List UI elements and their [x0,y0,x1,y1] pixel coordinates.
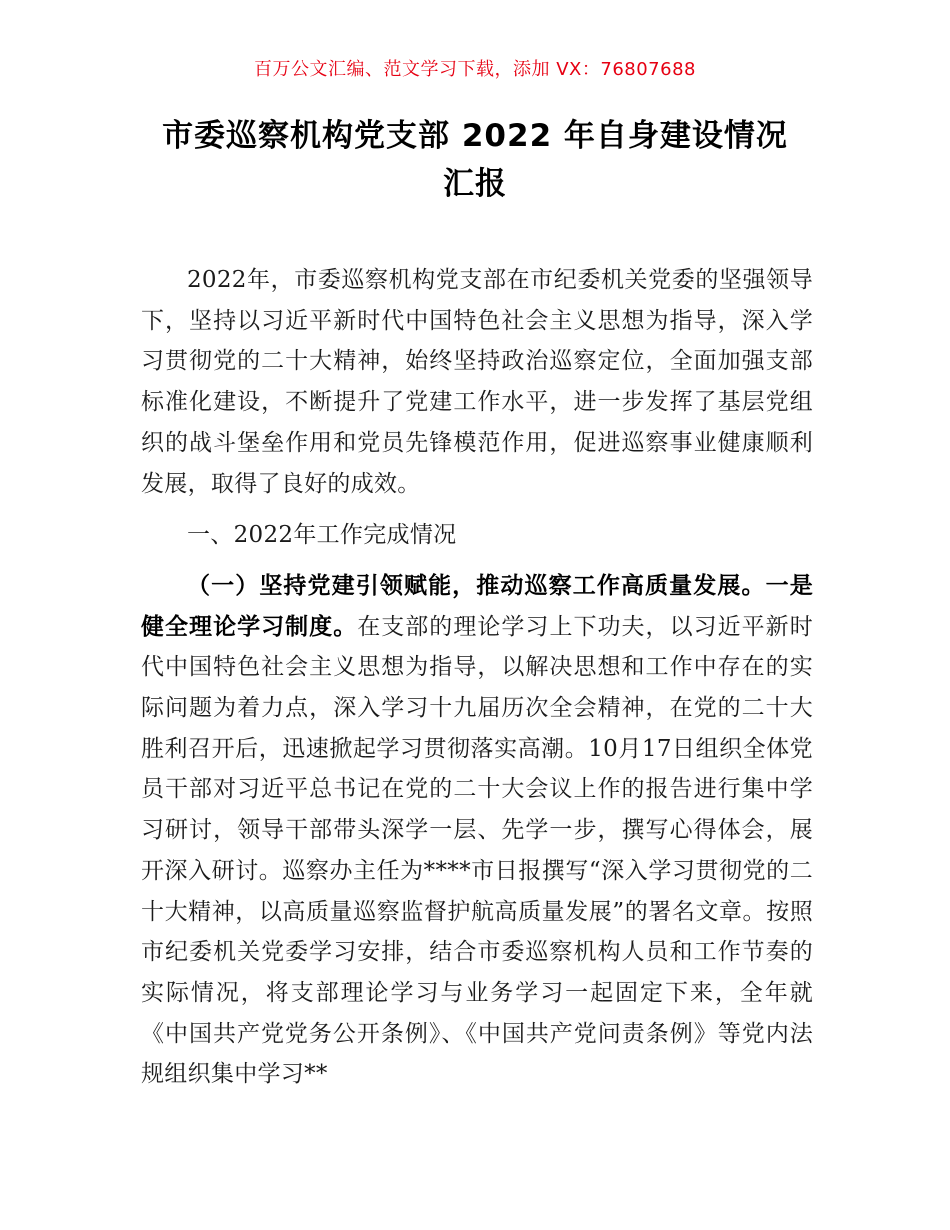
watermark-text: 百万公文汇编、范文学习下载，添加 VX：76807688 [254,59,696,80]
document-body [141,260,813,1106]
title-line-1: 市委巡察机构党支部 2022 年自身建设情况 [162,118,788,154]
document-title [100,112,850,208]
subsection-heading: （一）坚持党建引领赋能，推动巡察工作高质量发展。 [187,572,766,599]
section-heading: 一、2022年工作完成情况 [187,521,457,548]
point-label: 一是健全理论学习制度。 [141,572,814,640]
intro-paragraph: 2022年，市委巡察机构党支部在市纪委机关党委的坚强领导下，坚持以习近平新时代中国特色社会主义思想为指导，深入学习贯彻党的二十大精神，始终坚持政治巡察定位，全面加强支部标准化建设，不断提升了党建工作水平，进一步发挥了基层党组织的战斗堡垒作用和党员先锋模范作用，促进巡察事业健康顺利发展，取得了良好的成效。 [141,267,813,497]
title-line-2: 汇报 [443,166,507,202]
subsection-text: 在支部的理论学习上下功夫，以习近平新时代中国特色社会主义思想为指导，以解决思想和工作中存在的实际问题为着力点，深入学习十九届历次全会精神，在党的二十大胜利召开后，迅速掀起学习贯彻落实高潮。10月17日组织全体党员干部对习近平总书记在党的二十大会议上作的报告进行集中学习研讨，领导干部带头深学一层、先学一步，撰写心得体会，展开深入研讨。巡察办主任为****市日报撰写“深入学习贯彻党的二十大精神，以高质量巡察监督护航高质量发展”的署名文章。按照市纪委机关党委学习安排，结合市委巡察机构人员和工作节奏的实际情况，将支部理论学习与业务学习一起固定下来，全年就《中国共产党党务公开条例》、《中国共产党问责条例》等党内法规组织集中学习** [141,613,813,1088]
subsection-paragraph [141,566,813,1095]
